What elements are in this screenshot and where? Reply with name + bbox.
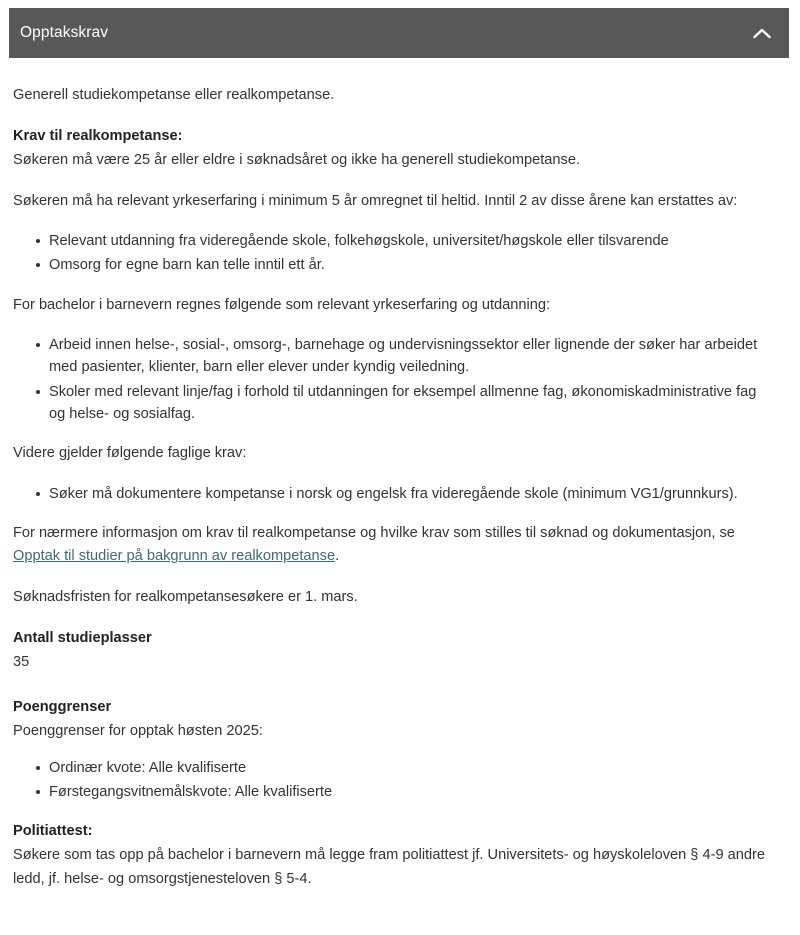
heading-politiattest: Politiattest:: [13, 822, 93, 839]
chevron-up-icon[interactable]: [749, 20, 775, 46]
accordion-title: Opptakskrav: [20, 24, 109, 42]
list-item: Relevant utdanning fra videregående skole, folkehøgskole, universitet/høgskole eller tilsvarende: [49, 230, 771, 252]
mer-informasjon-text-after: .: [335, 548, 340, 565]
accordion-header-opptakskrav[interactable]: [9, 8, 789, 58]
mer-informasjon-paragraph: [13, 522, 771, 569]
heading-poenggrenser: Poenggrenser: [13, 698, 112, 715]
faglige-krav-intro: Videre gjelder følgende faglige krav:: [13, 444, 247, 461]
realkompetanse-link[interactable]: Opptak til studier på bakgrunn av realkompetanse: [13, 548, 336, 565]
heading-antall-studieplasser: Antall studieplasser: [13, 629, 152, 646]
list-item: Søker må dokumentere kompetanse i norsk og engelsk fra videregående skole (minimum VG1/grunnkurs).: [49, 483, 771, 505]
poenggrenser-intro: Poenggrenser for opptak høsten 2025:: [13, 723, 263, 739]
list-item: Førstegangsvitnemålskvote: Alle kvalifiserte: [49, 781, 771, 803]
list-item: Skoler med relevant linje/fag i forhold til utdanningen for eksempel allmenne fag, økonomiskadministrative fag og helse- og sosialfag.: [49, 381, 771, 425]
relevant-intro-paragraph: For bachelor i barnevern regnes følgende som relevant yrkeserfaring og utdanning:: [13, 296, 551, 313]
erstattes-list: [13, 230, 771, 276]
mer-informasjon-text-before: For nærmere informasjon om krav til realkompetanse og hvilke krav som stilles til søknad og dokumentasjon, se: [13, 524, 735, 541]
realkompetanse-paragraph-2: Søkeren må ha relevant yrkeserfaring i minimum 5 år omregnet til heltid. Inntil 2 av disse årene kan erstattes av:: [13, 192, 738, 209]
poenggrenser-list: [13, 757, 771, 803]
relevant-yrkeserfaring-list: [13, 334, 771, 425]
politiattest-paragraph: Søkere som tas opp på bachelor i barnevern må legge fram politiattest jf. Universitets- og høyskoleloven § 4-9 andre ledd, jf. helse- og omsorgstjenesteloven § 5-4.: [13, 847, 765, 887]
list-item: Arbeid innen helse-, sosial-, omsorg-, barnehage og undervisningssektor eller lignende der søker har arbeidet med pasienter, klienter, barn eller elever under kyndig veiledning.: [49, 334, 771, 378]
accordion-body: [9, 58, 789, 892]
faglige-krav-list: [13, 483, 771, 505]
realkompetanse-paragraph-1: Søkeren må være 25 år eller eldre i søknadsåret og ikke ha generell studiekompetanse.: [13, 151, 581, 168]
list-item: Omsorg for egne barn kan telle inntil ett år.: [49, 254, 771, 276]
antall-studieplasser-value: 35: [13, 654, 30, 671]
list-item: Ordinær kvote: Alle kvalifiserte: [49, 757, 771, 779]
intro-paragraph: Generell studiekompetanse eller realkompetanse.: [13, 87, 335, 103]
soknadsfrist-paragraph: Søknadsfristen for realkompetansesøkere er 1. mars.: [13, 589, 358, 606]
heading-krav-til-realkompetanse: Krav til realkompetanse:: [13, 127, 183, 144]
